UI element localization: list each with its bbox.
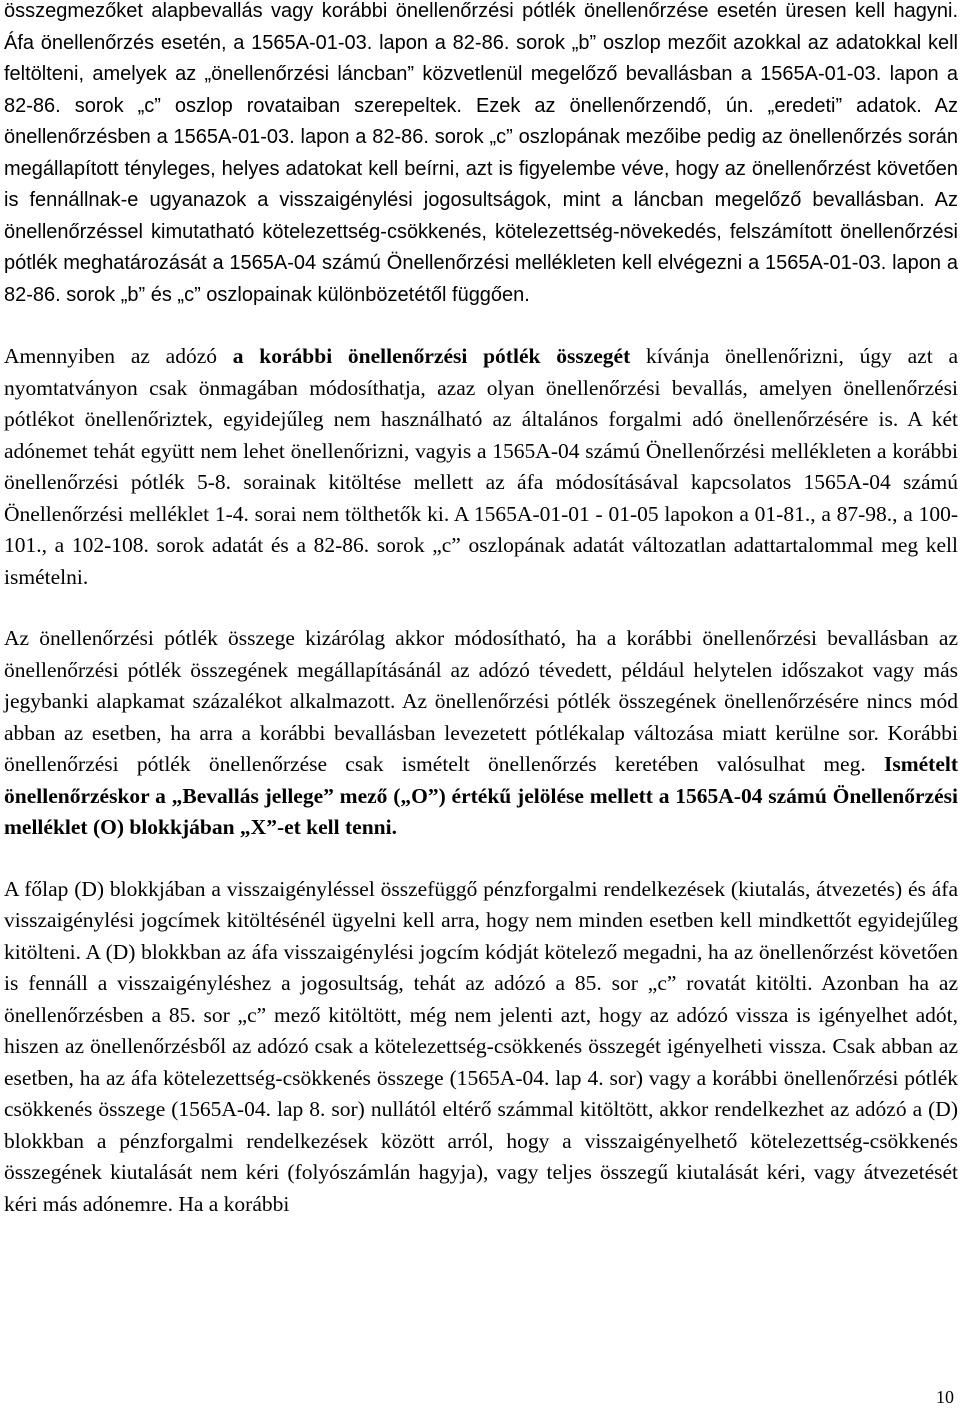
paragraph-2-text-body: kívánja önellenőrizni, úgy azt a nyomtatványon csak önmagában módosíthatja, azaz olyan önellenőrzési bevallás, amelyen önellenőrzési pótlékot önellenőriztek, egyidejűleg nem használható az általános forgalmi adó önellenőrzésére is. A két adónemet tehát együtt nem lehet önellenőrizni, vagyis a 1565A-04 számú Önellenőrzési mellékleten a korábbi önellenőrzési pótlék 5-8. sorainak kitöltése mellett az áfa módosításával kapcsolatos 1565A-04 számú Önellenőrzési melléklet 1-4. sorai nem tölthetők ki. A 1565A-01-01 - 01-05 lapokon a 01-81., a 87-98., a 100-101., a 102-108. sorok adatát és a 82-86. sorok „c” oszlopának adatát változatlan adattartalommal meg kell ismételni.	[4, 344, 958, 589]
paragraph-3-text: Az önellenőrzési pótlék összege kizárólag akkor módosítható, ha a korábbi önellenőrzési bevallásban az önellenőrzési pótlék összegének megállapításánál az adózó tévedett, például helytelen időszakot vagy más jegybanki alapkamat százalékot alkalmazott. Az önellenőrzési pótlék összegének önellenőrzésére nincs mód abban az esetben, ha arra a korábbi bevallásban levezetett pótlékalap változása miatt kerülne sor. Korábbi önellenőrzési pótlék önellenőrzése csak ismételt önellenőrzés keretében valósulhat meg.	[4, 626, 958, 776]
paragraph-2-bold-phrase: a korábbi önellenőrzési pótlék összegét	[232, 344, 631, 368]
paragraph-4-text: A főlap (D) blokkjában a visszaigényléssel összefüggő pénzforgalmi rendelkezések (kiutalás, átvezetés) és áfa visszaigénylési jogcímek kitöltésénél ügyelni kell arra, hogy nem minden esetben kell mindkettőt egyidejűleg kitölteni. A (D) blokkban az áfa visszaigénylési jogcím kódját kötelező megadni, ha az önellenőrzést követően is fennáll a visszaigényléshez a jogosultság, tehát az adózó a 85. sor „c” rovatát kitölti. Azonban ha az önellenőrzésben a 85. sor „c” mező kitöltött, még nem jelenti azt, hogy az adózó vissza is igényelhet adót, hiszen az önellenőrzésből az adózó csak a kötelezettség-csökkenés összegét igényelheti vissza. Csak abban az esetben, ha az áfa kötelezettség-csökkenés összege (1565A-04. lap 4. sor) vagy a korábbi önellenőrzési pótlék csökkenés összege (1565A-04. lap 8. sor) nullától eltérő számmal kitöltött, akkor rendelkezhet az adózó a (D) blokkban a pénzforgalmi rendelkezések között arról, hogy a visszaigényelhető kötelezettség-csökkenés összegének kiutalását nem kéri (folyószámlán hagyja), vagy teljes összegű kiutalását kéri, vagy átvezetését kéri más adónemre. Ha a korábbi	[4, 876, 958, 1216]
paragraph-4	[4, 874, 958, 1221]
page-number: 10	[936, 1387, 954, 1407]
paragraph-3-bold-instruction: Ismételt önellenőrzéskor a „Bevallás jellege” mező („O”) értékű jelölése mellett a 1565A-04 számú Önellenőrzési melléklet (O) blokkjában „X”-et kell tenni.	[4, 752, 958, 839]
paragraph-2-text-intro: Amennyiben az adózó	[4, 344, 233, 368]
document-page	[4, 0, 958, 1220]
paragraph-3	[4, 623, 958, 844]
paragraph-1	[4, 0, 958, 311]
paragraph-1-text: összegmezőket alapbevallás vagy korábbi önellenőrzési pótlék önellenőrzése esetén üresen kell hagyni. Áfa önellenőrzés esetén, a 1565A-01-03. lapon a 82-86. sorok „b” oszlop mezőit azokkal az adatokkal kell feltölteni, amelyek az „önellenőrzési láncban” közvetlenül megelőző bevallásban a 1565A-01-03. lapon a 82-86. sorok „c” oszlop rovataiban szerepeltek. Ezek az önellenőrzendő, ún. „eredeti” adatok. Az önellenőrzésben a 1565A-01-03. lapon a 82-86. sorok „c” oszlopának mezőibe pedig az önellenőrzés során megállapított tényleges, helyes adatokat kell beírni, azt is figyelembe véve, hogy az önellenőrzést követően is fennállnak-e ugyanazok a visszaigénylési jogosultságok, mint a láncban megelőző bevallásban. Az önellenőrzéssel kimutatható kötelezettség-csökkenés, kötelezettség-növekedés, felszámított önellenőrzési pótlék meghatározását a 1565A-04 számú Önellenőrzési mellékleten kell elvégezni a 1565A-01-03. lapon a 82-86. sorok „b” és „c” oszlopainak különbözetétől függően.	[4, 0, 958, 306]
paragraph-2	[4, 341, 958, 593]
